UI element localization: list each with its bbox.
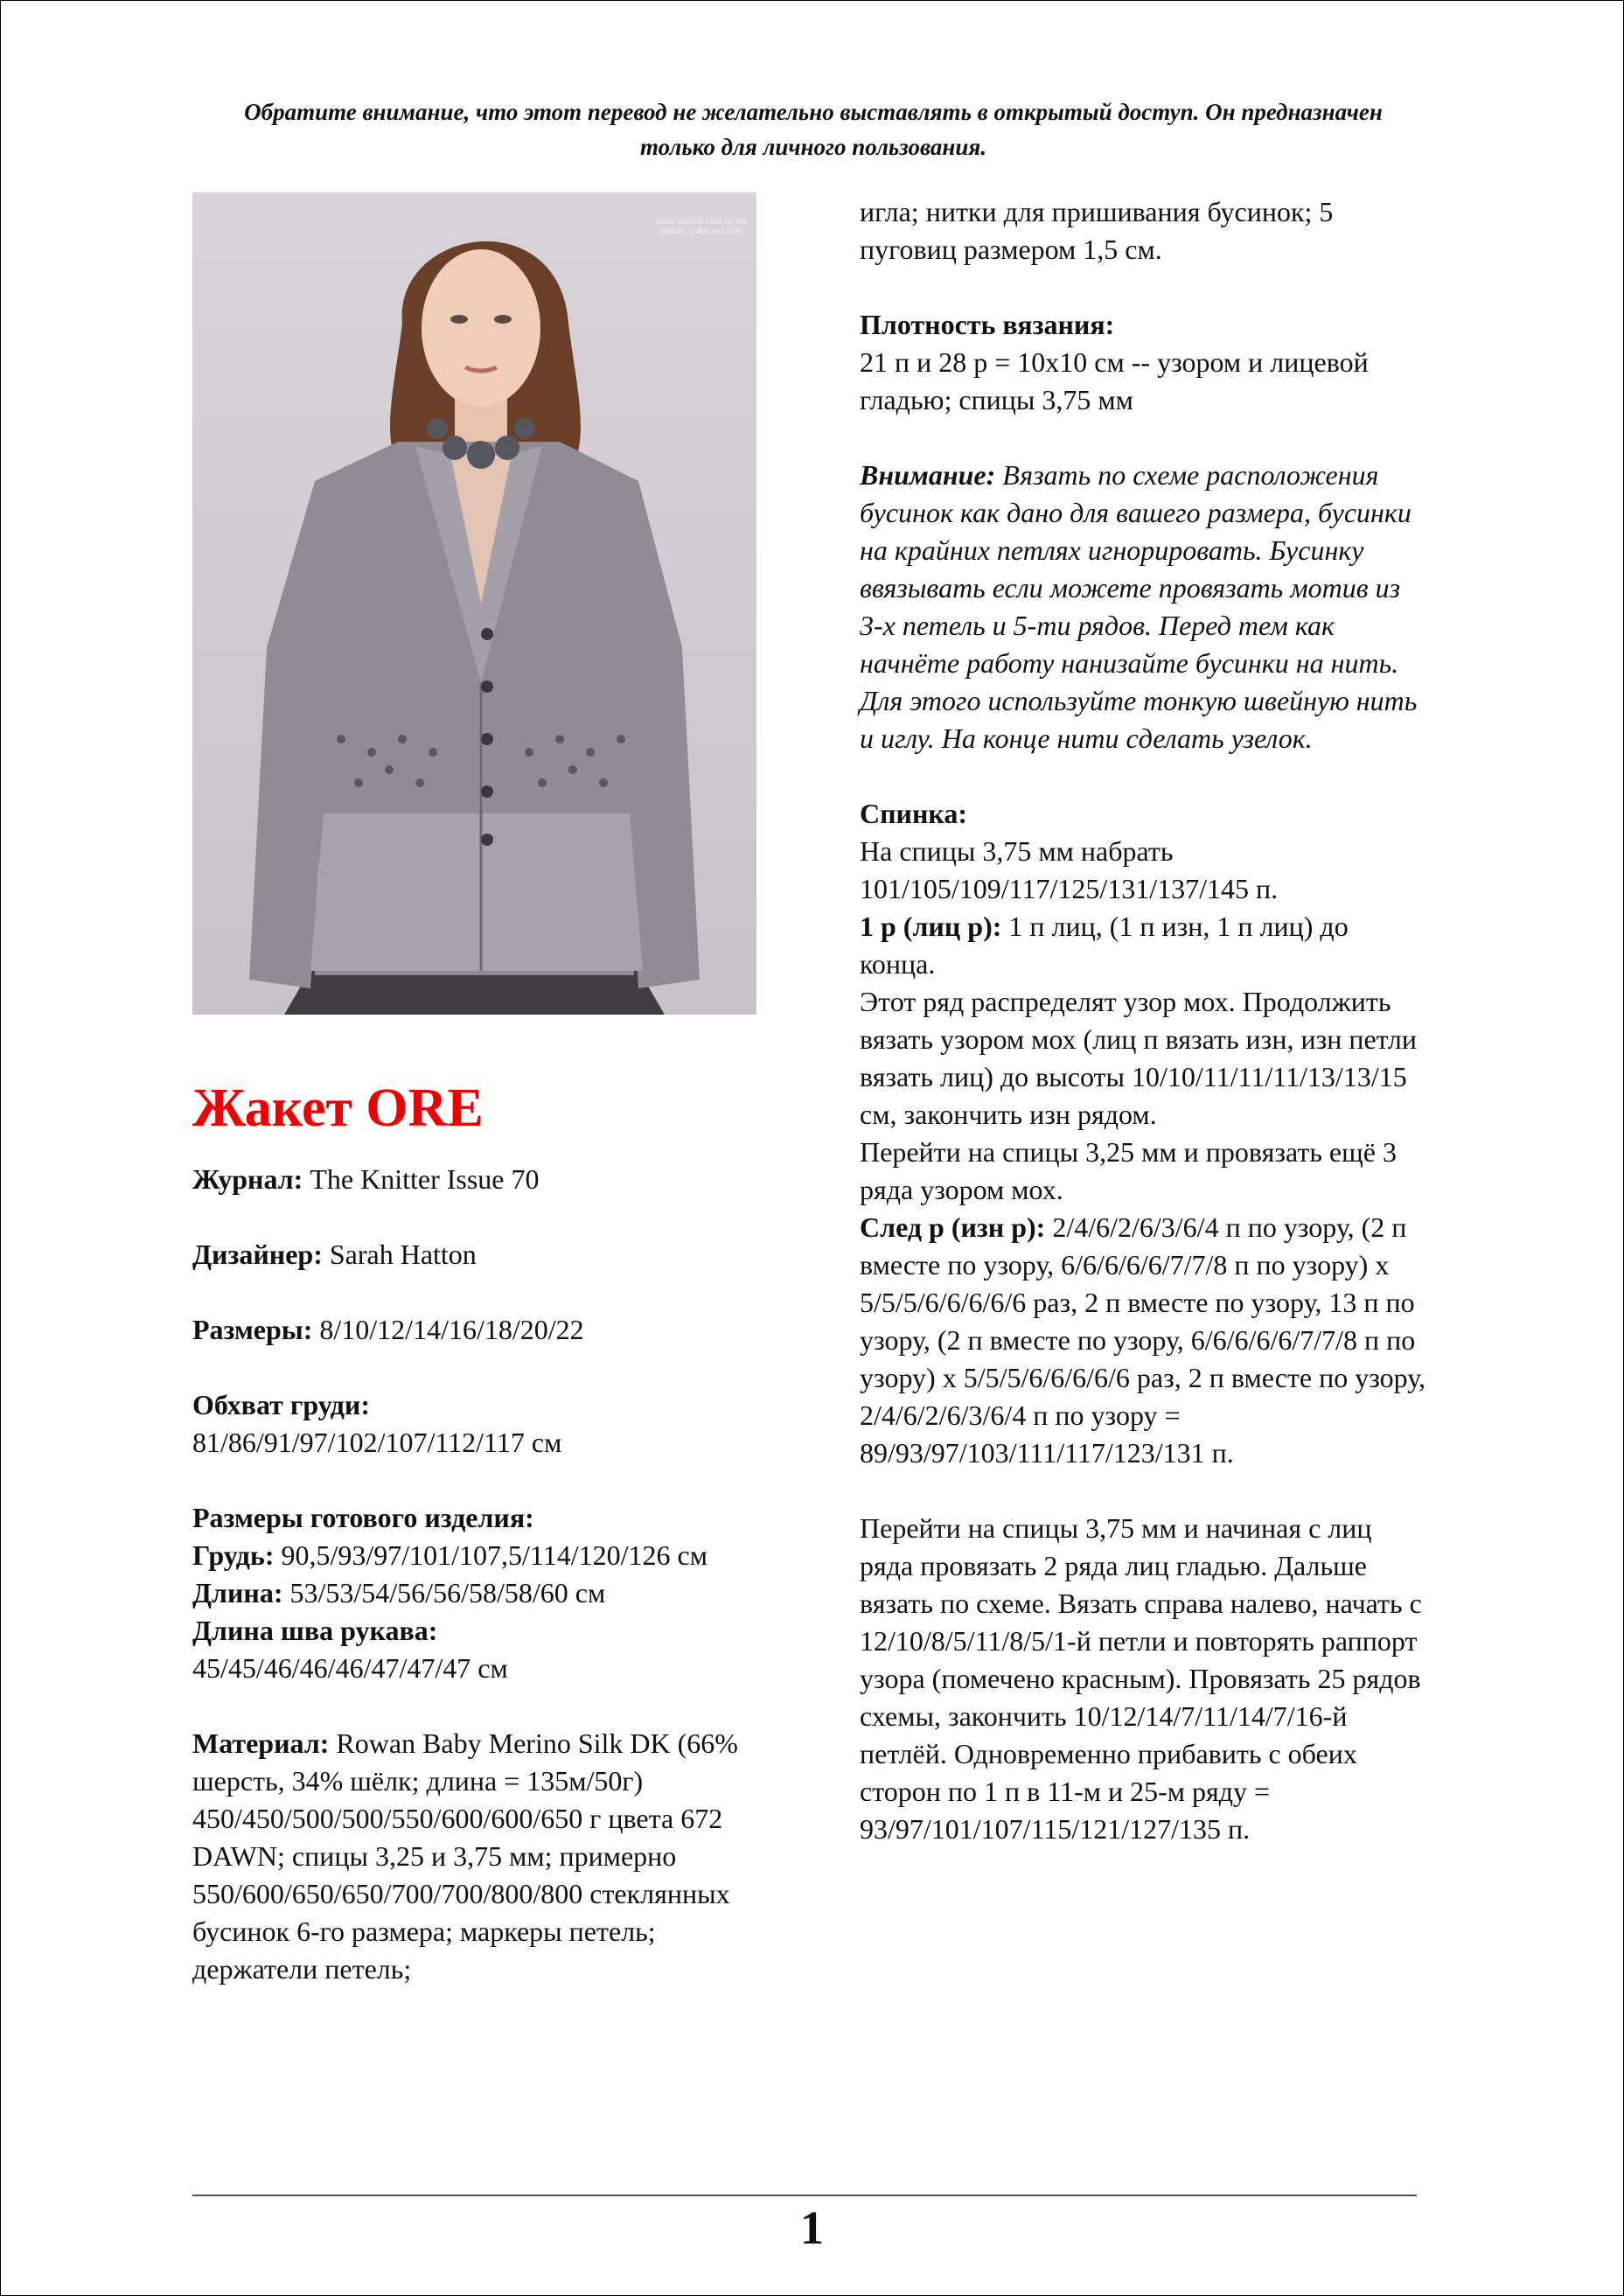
- model-photo: [192, 192, 756, 1015]
- magazine-line: [192, 1161, 770, 1198]
- sizes-line: [192, 1311, 770, 1349]
- next-row-label: След р (изн р):: [860, 1211, 1046, 1243]
- left-column: [192, 1071, 770, 1988]
- material-continued: игла; нитки для пришивания бусинок; 5 пуговиц размером 1,5 см.: [860, 196, 1334, 265]
- back-heading: Спинка:: [860, 798, 968, 829]
- gauge-label: Плотность вязания:: [860, 309, 1115, 340]
- back-next-row: [860, 1209, 1428, 1472]
- back-row1: [860, 908, 1428, 983]
- bust-value: 81/86/91/97/102/107/112/117 см: [192, 1427, 562, 1458]
- sizes-value: 8/10/12/14/16/18/20/22: [319, 1314, 584, 1345]
- designer-value: Sarah Hatton: [329, 1239, 477, 1270]
- row1-text: 1 п лиц, (1 п изн, 1 п лиц) до конца.: [860, 911, 1349, 980]
- sizes-label: Размеры:: [192, 1314, 313, 1345]
- back-switch: Перейти на спицы 3,25 мм и провязать ещё 3 ряда узором мох.: [860, 1136, 1397, 1205]
- length-line: [192, 1574, 770, 1612]
- next-row-text: 2/4/6/2/6/3/6/4 п по узору, (2 п вместе по узору, 6/6/6/6/6/7/7/8 п по узору) х 5/5/5/6/6/6/6/6 раз, 2 п вместе по узору, 13 п по узору, (2 п вместе по узору, 6/6/6/6/6/7/7/8 п по узору) х 5/5/5/6/6/6/6/6 раз, 2 п вместе по узору, 2/4/6/2/6/3/6/4 п по узору = 89/93/97/103/111/117/123/131 п.: [860, 1211, 1426, 1469]
- material-label: Материал:: [192, 1727, 330, 1759]
- gauge-value: 21 п и 28 р = 10х10 см -- узором и лицевой гладью; спицы 3,75 мм: [860, 346, 1369, 415]
- attention-block: [860, 457, 1428, 757]
- chest-line: [192, 1537, 770, 1574]
- sleeve-value: 45/45/46/46/46/47/47/47 см: [192, 1652, 508, 1684]
- attention-text: Вязать по схеме расположения бусинок как дано для вашего размера, бусинки на крайних петлях игнорировать. Бусинку ввязывать если можете провязать мотив из 3-х петель и 5-ти рядов. Перед тем как начнёте работу нанизайте бусинки на нить. Для этого используйте тонкую швейную нить и иглу. На конце нити сделать узелок.: [860, 459, 1418, 754]
- material-line: [192, 1725, 770, 1800]
- cardigan-illustration: [192, 192, 756, 1015]
- material-details: 450/450/500/500/550/600/600/650 г цвета 672 DAWN; спицы 3,25 и 3,75 мм; примерно 550/600/650/650/700/700/800/800 стеклянных бусинок 6-го размера; маркеры петель; держатели петель;: [192, 1803, 730, 1985]
- bust-label: Обхват груди:: [192, 1389, 371, 1420]
- row1-label: 1 р (лиц р):: [860, 911, 1002, 942]
- back-chart-instructions: Перейти на спицы 3,75 мм и начиная с лиц ряда провязать 2 ряда лиц гладью. Дальше вязать по схеме. Вязать справа налево, начать с 12/10/8/5/11/8/5/1-й петли и повторять раппорт узора (помечено красным). Провязать 25 рядов схемы, закончить 10/12/14/7/11/14/7/16-й петлёй. Одновременно прибавить с обеих сторон по 1 п в 11-м и 25-м ряду = 93/97/101/107/115/121/127/135 п.: [860, 1512, 1422, 1845]
- finished-measurements: [192, 1499, 770, 1687]
- chest-value: 90,5/93/97/101/107,5/114/120/126 см: [281, 1539, 707, 1571]
- designer-line: [192, 1236, 770, 1274]
- page-number: 1: [800, 2202, 824, 2254]
- magazine-value: The Knitter Issue 70: [310, 1163, 540, 1195]
- back-section: [860, 795, 1428, 1472]
- back-cast-on: На спицы 3,75 мм набрать 101/105/109/117/125/131/137/145 п.: [860, 835, 1279, 904]
- bust-block: [192, 1386, 770, 1462]
- gauge-block: [860, 306, 1428, 419]
- finished-heading: Размеры готового изделия:: [192, 1502, 534, 1533]
- chest-label: Грудь:: [192, 1539, 275, 1571]
- length-value: 53/53/54/56/56/58/58/60 см: [289, 1577, 606, 1609]
- sleeve-label: Длина шва рукава:: [192, 1615, 438, 1646]
- right-column: [860, 193, 1428, 1848]
- copyright-notice: Обратите внимание, что этот перевод не желательно выставлять в открытый доступ. Он предназначен только для личного пользования.: [244, 99, 1383, 160]
- attention-label: Внимание:: [860, 459, 996, 491]
- pattern-title: Жакет ORE: [192, 1078, 484, 1138]
- material-yarn: Rowan Baby Merino Silk DK (66% шерсть, 34% шёлк; длина = 135м/50г): [192, 1727, 738, 1797]
- material-block: [192, 1725, 770, 1988]
- magazine-label: Журнал:: [192, 1163, 303, 1195]
- length-label: Длина:: [192, 1577, 283, 1609]
- photo-caption: Moss stitch is used for the peplum, collar and cuffs: [655, 217, 748, 235]
- back-moss: Этот ряд распределят узор мох. Продолжить вязать узором мох (лиц п вязать изн, изн петли вязать лиц) до высоты 10/10/11/11/11/13/13/15 см, закончить изн рядом.: [860, 986, 1417, 1130]
- designer-label: Дизайнер:: [192, 1239, 323, 1270]
- footer-divider: [192, 2195, 1417, 2196]
